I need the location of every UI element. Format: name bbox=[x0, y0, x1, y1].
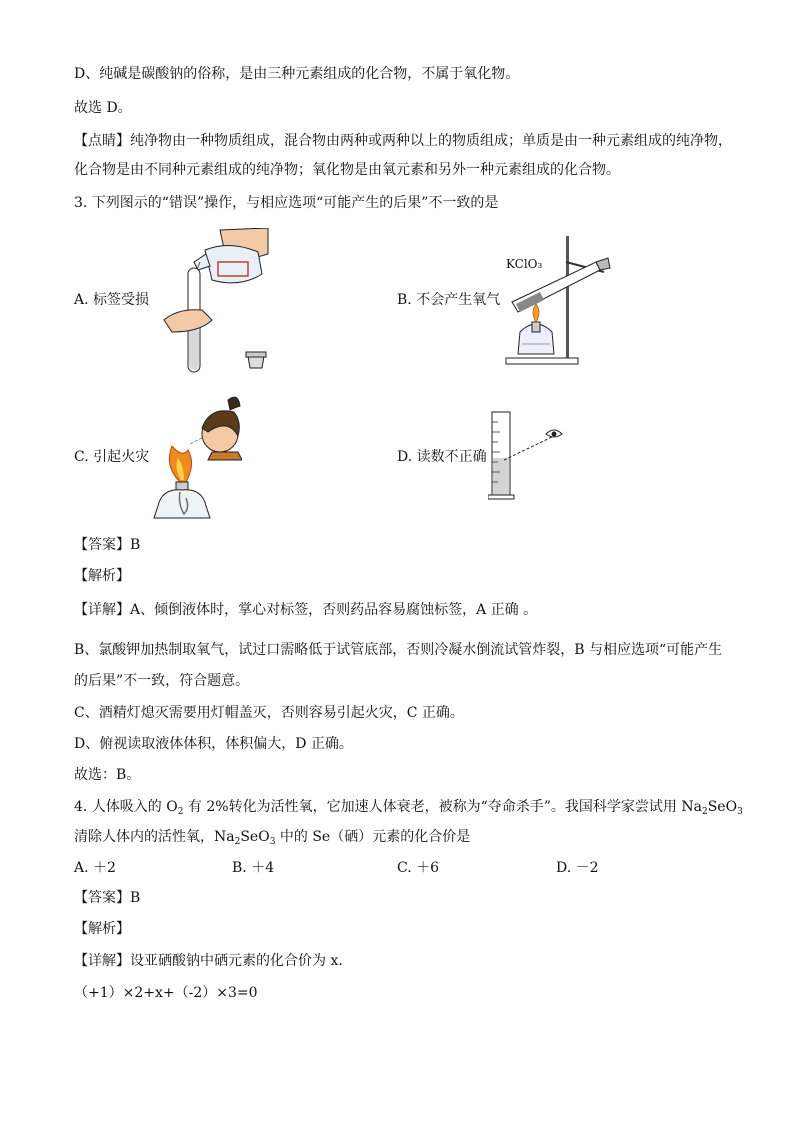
detail-line bbox=[74, 600, 537, 620]
question-4-stem-2: 清除人体内的活性氧，$Na_2SeO_3$ 中的 Se（硒）元素的化合价是 bbox=[74, 829, 471, 847]
answer-line bbox=[74, 888, 140, 908]
text-line: 故选：B。 bbox=[74, 767, 141, 783]
blowing-lamp-illustration bbox=[150, 388, 242, 526]
answer-line bbox=[74, 535, 140, 555]
detail-tag: 【详解】 bbox=[74, 602, 130, 618]
text-line: 故选 D。 bbox=[74, 100, 132, 116]
detail-text: 设亚硒酸钠中硒元素的化合价为 x. bbox=[130, 953, 343, 969]
text-line: D、纯碱是碳酸钠的俗称，是由三种元素组成的化合物，不属于氧化物。 bbox=[74, 66, 520, 82]
option-b-label: B. ＋4 bbox=[232, 860, 275, 876]
answer-value: B bbox=[130, 890, 141, 906]
detail-line bbox=[74, 951, 343, 971]
text-line: C、酒精灯熄灭需要用灯帽盖灭，否则容易引起火灾，C 正确。 bbox=[74, 705, 464, 721]
kclo3-heating-illustration bbox=[500, 232, 618, 368]
text-line: 化合物是由不同种元素组成的纯净物；氧化物是由氧元素和另外一种元素组成的化合物。 bbox=[74, 162, 620, 178]
equation-line: （+1）×2+x+（-2）×3=0 bbox=[74, 985, 258, 1001]
measuring-cylinder-illustration bbox=[488, 408, 568, 502]
option-d-label: D. －2 bbox=[556, 860, 599, 876]
text-line: 的后果”不一致，符合题意。 bbox=[74, 673, 250, 689]
tag-label: 【点睛】 bbox=[74, 133, 130, 149]
kclo3-label: KClO₃ bbox=[506, 257, 543, 271]
question-3-stem: 3. 下列图示的“错误”操作，与相应选项“可能产生的后果”不一致的是 bbox=[74, 195, 499, 211]
detail-tag: 【详解】 bbox=[74, 953, 130, 969]
text-span: 纯净物由一种物质组成，混合物由两种或两种以上的物质组成；单质是由一种元素组成的纯净物， bbox=[130, 133, 732, 149]
analysis-tag: 【解析】 bbox=[74, 568, 130, 584]
option-c-label: C. 引起火灾 bbox=[74, 449, 150, 465]
option-a-label: A. 标签受损 bbox=[74, 292, 150, 308]
text-line: D、俯视读取液体体积，体积偏大，D 正确。 bbox=[74, 736, 353, 752]
option-c-label: C. ＋6 bbox=[397, 860, 440, 876]
question-4-stem: 4. 人体吸入的 $O_2$ 有 2%转化为活性氧，它加速人体衰老，被称为“夺命杀手”。我国科学家尝试用 $Na_2SeO_3$ bbox=[74, 799, 743, 817]
answer-tag: 【答案】 bbox=[74, 890, 130, 906]
option-a-label: A. ＋2 bbox=[74, 860, 116, 876]
option-b-label: B. 不会产生氧气 bbox=[397, 292, 501, 308]
detail-text: A、倾倒液体时，掌心对标签，否则药品容易腐蚀标签，A 正确 。 bbox=[130, 602, 538, 618]
text-line: B、氯酸钾加热制取氧气，试过口需略低于试管底部，否则冷凝水倒流试管炸裂，B 与相应选项“可能产生 bbox=[74, 642, 723, 658]
pouring-liquid-illustration bbox=[160, 228, 275, 378]
answer-tag: 【答案】 bbox=[74, 537, 130, 553]
option-d-label: D. 读数不正确 bbox=[397, 449, 487, 465]
answer-value: B bbox=[130, 537, 141, 553]
text-line bbox=[74, 131, 732, 151]
analysis-tag: 【解析】 bbox=[74, 921, 130, 937]
